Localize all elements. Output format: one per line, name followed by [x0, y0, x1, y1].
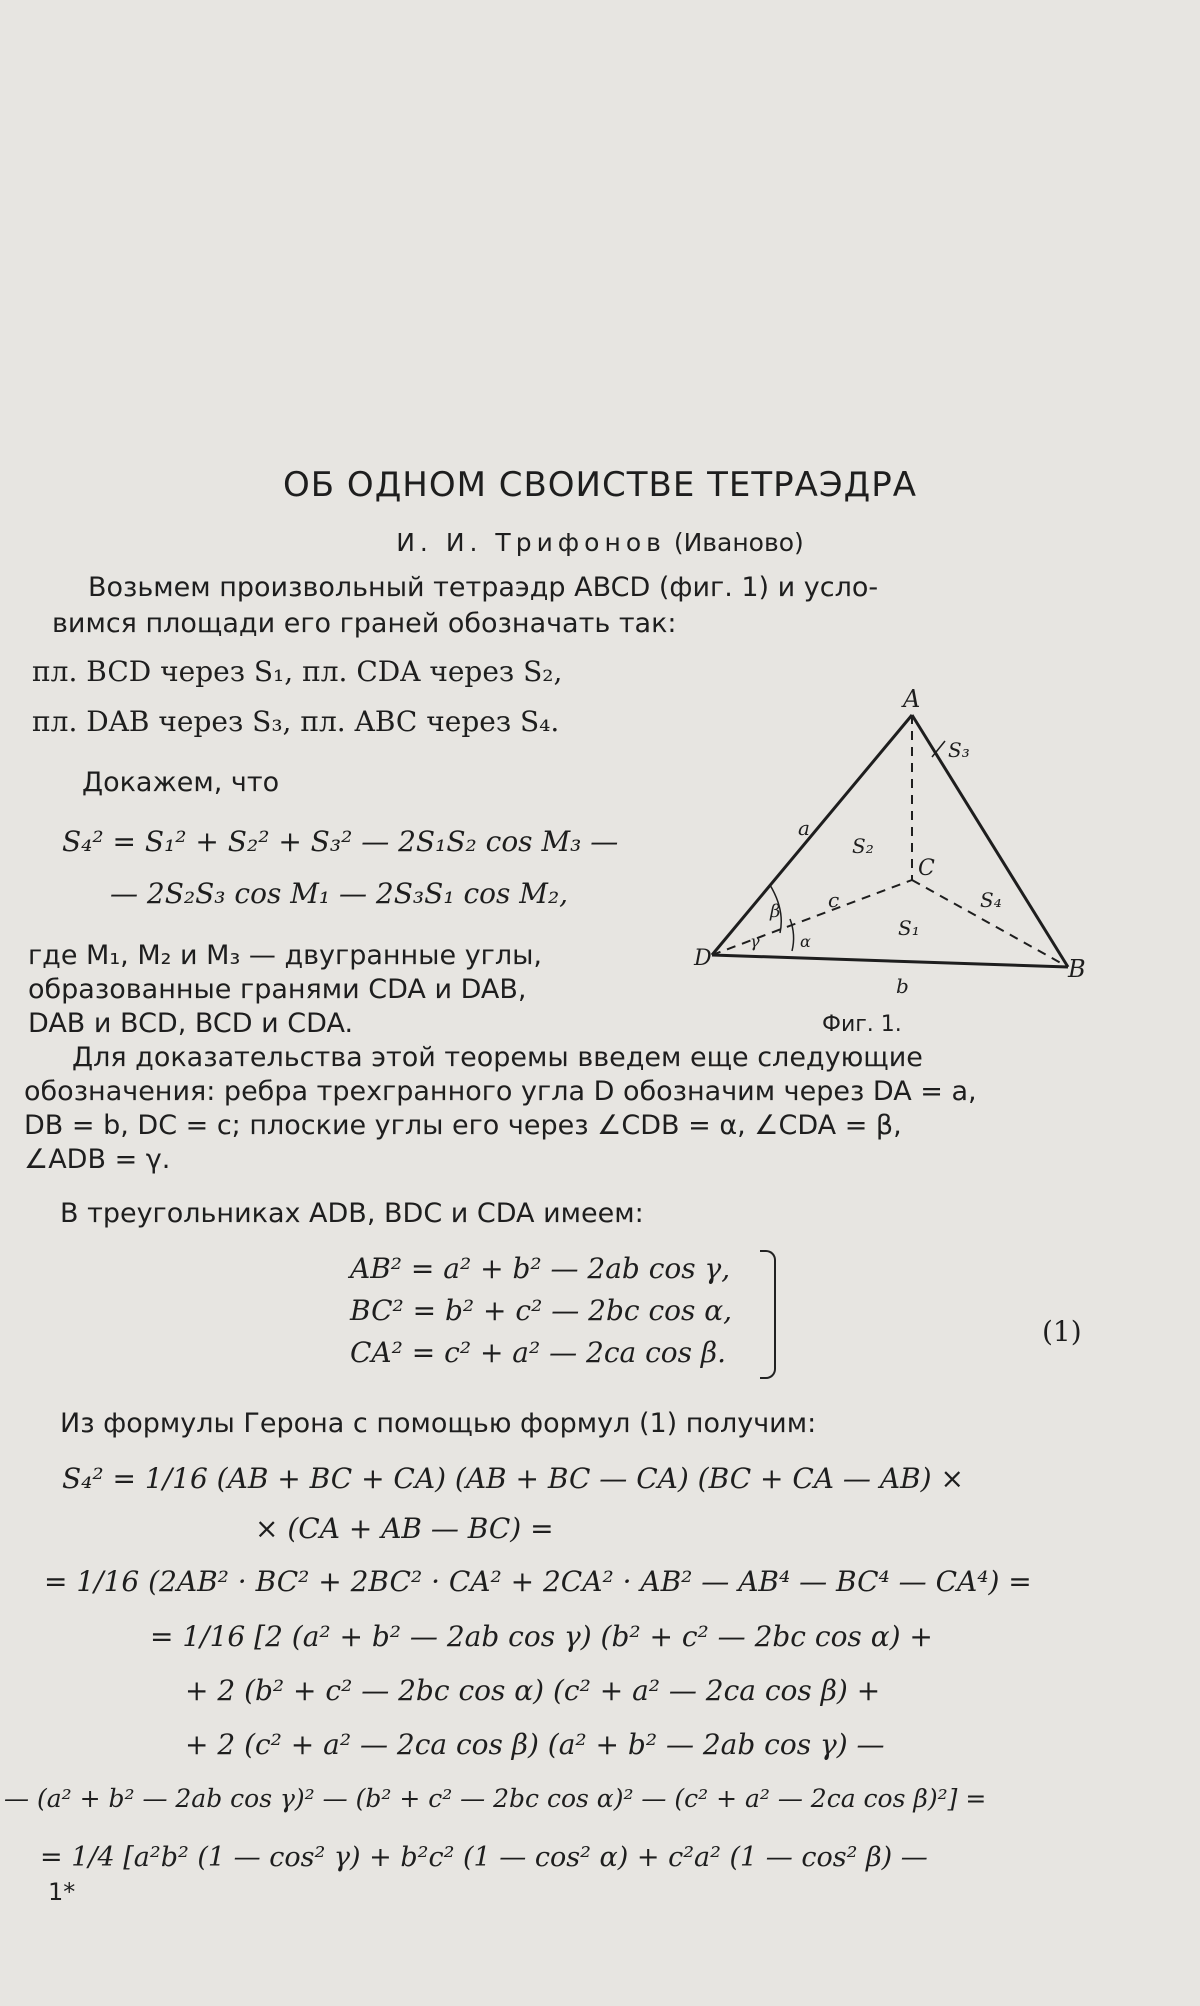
intro-line-1: Возьмем произвольный тетраэдр ABCD (фиг. 1) и усло-: [88, 572, 879, 603]
figure-caption: Фиг. 1.: [822, 1012, 902, 1037]
derivation-line-8: = 1/4 [a²b² (1 — cos² γ) + b²c² (1 — cos² α) + c²a² (1 — cos² β) —: [40, 1842, 928, 1873]
equation-number: (1): [1042, 1315, 1082, 1348]
paper-title: ОБ ОДНОМ СВОИСТВЕ ТЕТРАЭДРА: [283, 465, 917, 505]
label-beta: β: [770, 901, 781, 922]
proof-line-1: Для доказательства этой теоремы введем еще следующие: [72, 1042, 923, 1073]
derivation-line-1: S₄² = 1/16 (AB + BC + CA) (AB + BC — CA) (BC + CA — AB) ×: [62, 1462, 964, 1495]
theorem-line-2: — 2S₂S₃ cos M₁ — 2S₃S₁ cos M₂,: [110, 877, 569, 910]
intro-line-2: вимся площади его граней обозначать так:: [52, 608, 677, 639]
proof-line-2: обозначения: ребра трехгранного угла D обозначим через DA = a,: [24, 1076, 977, 1107]
author-name: И. И. Трифонов: [396, 528, 666, 557]
tetrahedron-figure: [694, 685, 1100, 1005]
label-A: A: [903, 685, 921, 713]
label-B: B: [1068, 955, 1086, 983]
derivation-line-5: + 2 (b² + c² — 2bc cos α) (c² + a² — 2ca cos β) +: [185, 1674, 881, 1707]
label-alpha: α: [800, 932, 811, 951]
where-line-1: где M₁, M₂ и M₃ — двугранные углы,: [28, 940, 543, 971]
prove-intro: Докажем, что: [82, 767, 280, 798]
derivation-line-3: = 1/16 (2AB² · BC² + 2BC² · CA² + 2CA² · AB² — AB⁴ — BC⁴ — CA⁴) =: [44, 1565, 1032, 1598]
theorem-line-1: S₄² = S₁² + S₂² + S₃² — 2S₁S₂ cos M₃ —: [62, 825, 619, 858]
label-S3: S₃: [948, 738, 970, 762]
label-S4: S₄: [980, 888, 1002, 912]
label-gamma: γ: [750, 932, 760, 951]
triangles-intro: В треугольниках ADB, BDC и CDA имеем:: [60, 1198, 644, 1229]
proof-line-3: DB = b, DC = c; плоские углы его через ∠CDB = α, ∠CDA = β,: [24, 1110, 902, 1141]
system-brace: [760, 1250, 776, 1379]
label-C: C: [918, 856, 935, 881]
label-c: c: [828, 888, 840, 912]
proof-line-4: ∠ADB = γ.: [24, 1144, 171, 1175]
label-S2: S₂: [852, 834, 874, 858]
notation-line-1: пл. BCD через S₁, пл. CDA через S₂,: [32, 655, 563, 688]
heron-intro: Из формулы Герона с помощью формул (1) получим:: [60, 1408, 817, 1439]
label-S1: S₁: [898, 916, 920, 940]
system-line-2: BC² = b² + c² — 2bc cos α,: [350, 1294, 733, 1327]
author-line: [0, 528, 1200, 557]
label-b: b: [896, 974, 909, 998]
label-D: D: [694, 946, 712, 971]
label-a: a: [798, 816, 810, 840]
derivation-line-2: × (CA + AB — BC) =: [255, 1512, 554, 1545]
derivation-line-6: + 2 (c² + a² — 2ca cos β) (a² + b² — 2ab cos γ) —: [185, 1728, 885, 1761]
system-line-1: AB² = a² + b² — 2ab cos γ,: [350, 1252, 731, 1285]
where-line-2: образованные гранями CDA и DAB,: [28, 974, 527, 1005]
where-line-3: DAB и BCD, BCD и CDA.: [28, 1008, 354, 1039]
author-city: (Иваново): [673, 528, 804, 557]
derivation-line-4: = 1/16 [2 (a² + b² — 2ab cos γ) (b² + c² — 2bc cos α) +: [150, 1620, 933, 1653]
signature-mark: 1*: [48, 1878, 76, 1906]
edge-DB: [712, 955, 1068, 967]
system-line-3: CA² = c² + a² — 2ca cos β.: [350, 1336, 727, 1369]
derivation-line-7: — (a² + b² — 2ab cos γ)² — (b² + c² — 2bc cos α)² — (c² + a² — 2ca cos β)²] =: [4, 1784, 987, 1813]
edge-DA: [712, 715, 912, 955]
notation-line-2: пл. DAB через S₃, пл. ABC через S₄.: [32, 705, 560, 738]
